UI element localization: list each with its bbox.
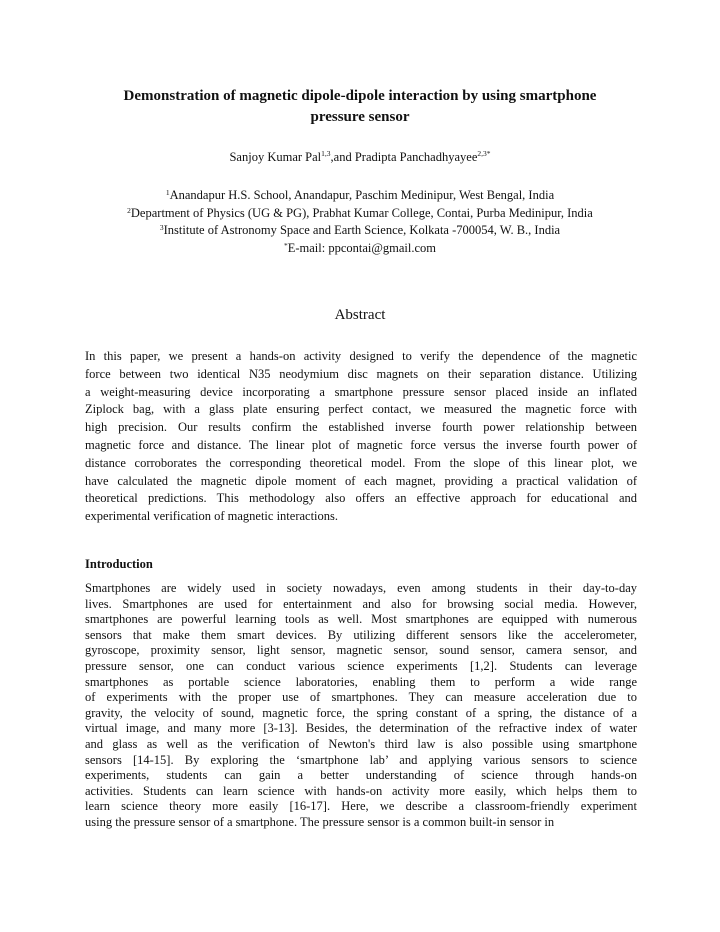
- introduction-body: [85, 581, 637, 831]
- introduction-heading: Introduction: [85, 557, 153, 571]
- introduction-text-line: activities. Students can learn science with hands-on activity more easily, which helps them to: [85, 783, 637, 798]
- introduction-text-line: Smartphones are widely used in society nowadays, even among students in their day-to-day: [85, 581, 637, 595]
- title-line-1: Demonstration of magnetic dipole-dipole interaction by using smartphone: [123, 88, 597, 104]
- author-name-1: Sanjoy Kumar Pal: [229, 150, 322, 164]
- abstract-heading: Abstract: [334, 307, 386, 323]
- author-name-2: Pradipta Panchadhyayee: [354, 150, 478, 164]
- introduction-text-line: gravity, the velocity of sound, magnetic force, the spring constant of a spring, the distance of a: [85, 705, 637, 720]
- abstract-text-line: have calculated the magnetic dipole moment of each magnet, providing a practical validation of: [85, 473, 637, 488]
- introduction-text-line: smartphones as portable science laboratories, enabling them to perform a wide range: [85, 674, 637, 689]
- affiliation-3: [60, 222, 660, 240]
- abstract-body: [85, 348, 637, 526]
- affiliation-3-text: Institute of Astronomy Space and Earth Science, Kolkata -700054, W. B., India: [163, 223, 561, 237]
- introduction-text-line: pressure sensor, one can conduct various science experiments [1,2]. Students can leverage: [85, 658, 637, 673]
- abstract-text-line: distance corroborates the corresponding theoretical model. From the slope of this linear plot, we: [85, 455, 637, 470]
- introduction-text-line: lives. Smartphones are used for entertainment and also for browsing social media. However,: [85, 596, 637, 611]
- introduction-text-line: virtual image, and many more [3-13]. Besides, the determination of the refractive index of water: [85, 721, 637, 736]
- paper-title: [60, 86, 660, 128]
- abstract-text-line: a weight-measuring device incorporating a smartphone pressure sensor placed inside an inflated: [85, 384, 637, 399]
- introduction-text-line: of experiments with the proper use of smartphones. They can measure acceleration due to: [85, 690, 637, 705]
- introduction-text-line: learn science theory more easily [16-17]. Here, we describe a classroom-friendly experiment: [85, 799, 637, 814]
- author-separator: ,and: [330, 150, 355, 164]
- author-2-affil-marks: 2,3*: [477, 149, 491, 158]
- corresponding-email: [60, 240, 660, 258]
- introduction-text-line: sensors [14-15]. By exploring the ‘smartphone lab’ and applying various sensors to science: [85, 752, 637, 767]
- affiliation-3-mark: 3: [159, 223, 164, 232]
- affiliation-1: [60, 187, 660, 205]
- affiliation-1-mark: 1: [165, 188, 170, 197]
- abstract-text-line: theoretical predictions. This methodology also offers an effective approach for educational and: [85, 491, 637, 506]
- affiliation-2: [60, 205, 660, 223]
- affiliation-1-text: Anandapur H.S. School, Anandapur, Paschim Medinipur, West Bengal, India: [169, 188, 555, 202]
- introduction-text-line: gyroscope, proximity sensor, light sensor, magnetic sensor, sound sensor, camera sensor, and: [85, 643, 637, 658]
- abstract-text-line: force between two identical N35 neodymium disc magnets on their separation distance. Utilizing: [85, 366, 637, 381]
- abstract-text-line: In this paper, we present a hands-on activity designed to verify the dependence of the magnetic: [85, 349, 637, 363]
- title-line-2: pressure sensor: [310, 109, 410, 125]
- introduction-text-line: and glass as well as the verification of Newton's third law is also possible using smartphone: [85, 736, 637, 751]
- introduction-text-line: experiments, students can gain a better understanding of science through hands-on: [85, 768, 637, 783]
- author-list: [60, 149, 660, 165]
- introduction-text-line: sensors that make them smart devices. By utilizing different sensors like the accelerometer,: [85, 627, 637, 642]
- author-1-affil-marks: 1,3: [321, 149, 331, 158]
- abstract-text-line: high precision. Our results confirm the established inverse fourth power relationship between: [85, 420, 637, 435]
- introduction-text-line: smartphones are powerful learning tools as well. Most smartphones are equipped with numerous: [85, 612, 637, 627]
- affiliation-2-mark: 2: [127, 205, 131, 215]
- abstract-text-line: magnetic force and distance. The linear plot of magnetic force versus the inverse fourth power of: [85, 437, 637, 452]
- corresponding-email-text: E-mail: ppcontai@gmail.com: [287, 240, 437, 255]
- introduction-text-line: using the pressure sensor of a smartphone. The pressure sensor is a common built-in sensor in: [85, 814, 555, 829]
- corresponding-mark: *: [283, 240, 288, 250]
- abstract-text-line: experimental verification of magnetic interactions.: [85, 509, 339, 524]
- affiliation-list: [60, 187, 660, 257]
- affiliation-2-text: Department of Physics (UG & PG), Prabhat Kumar College, Contai, Purba Medinipur, India: [130, 205, 593, 220]
- abstract-text-line: Ziplock bag, with a glass plate ensuring perfect contact, we measured the magnetic force with: [85, 402, 637, 417]
